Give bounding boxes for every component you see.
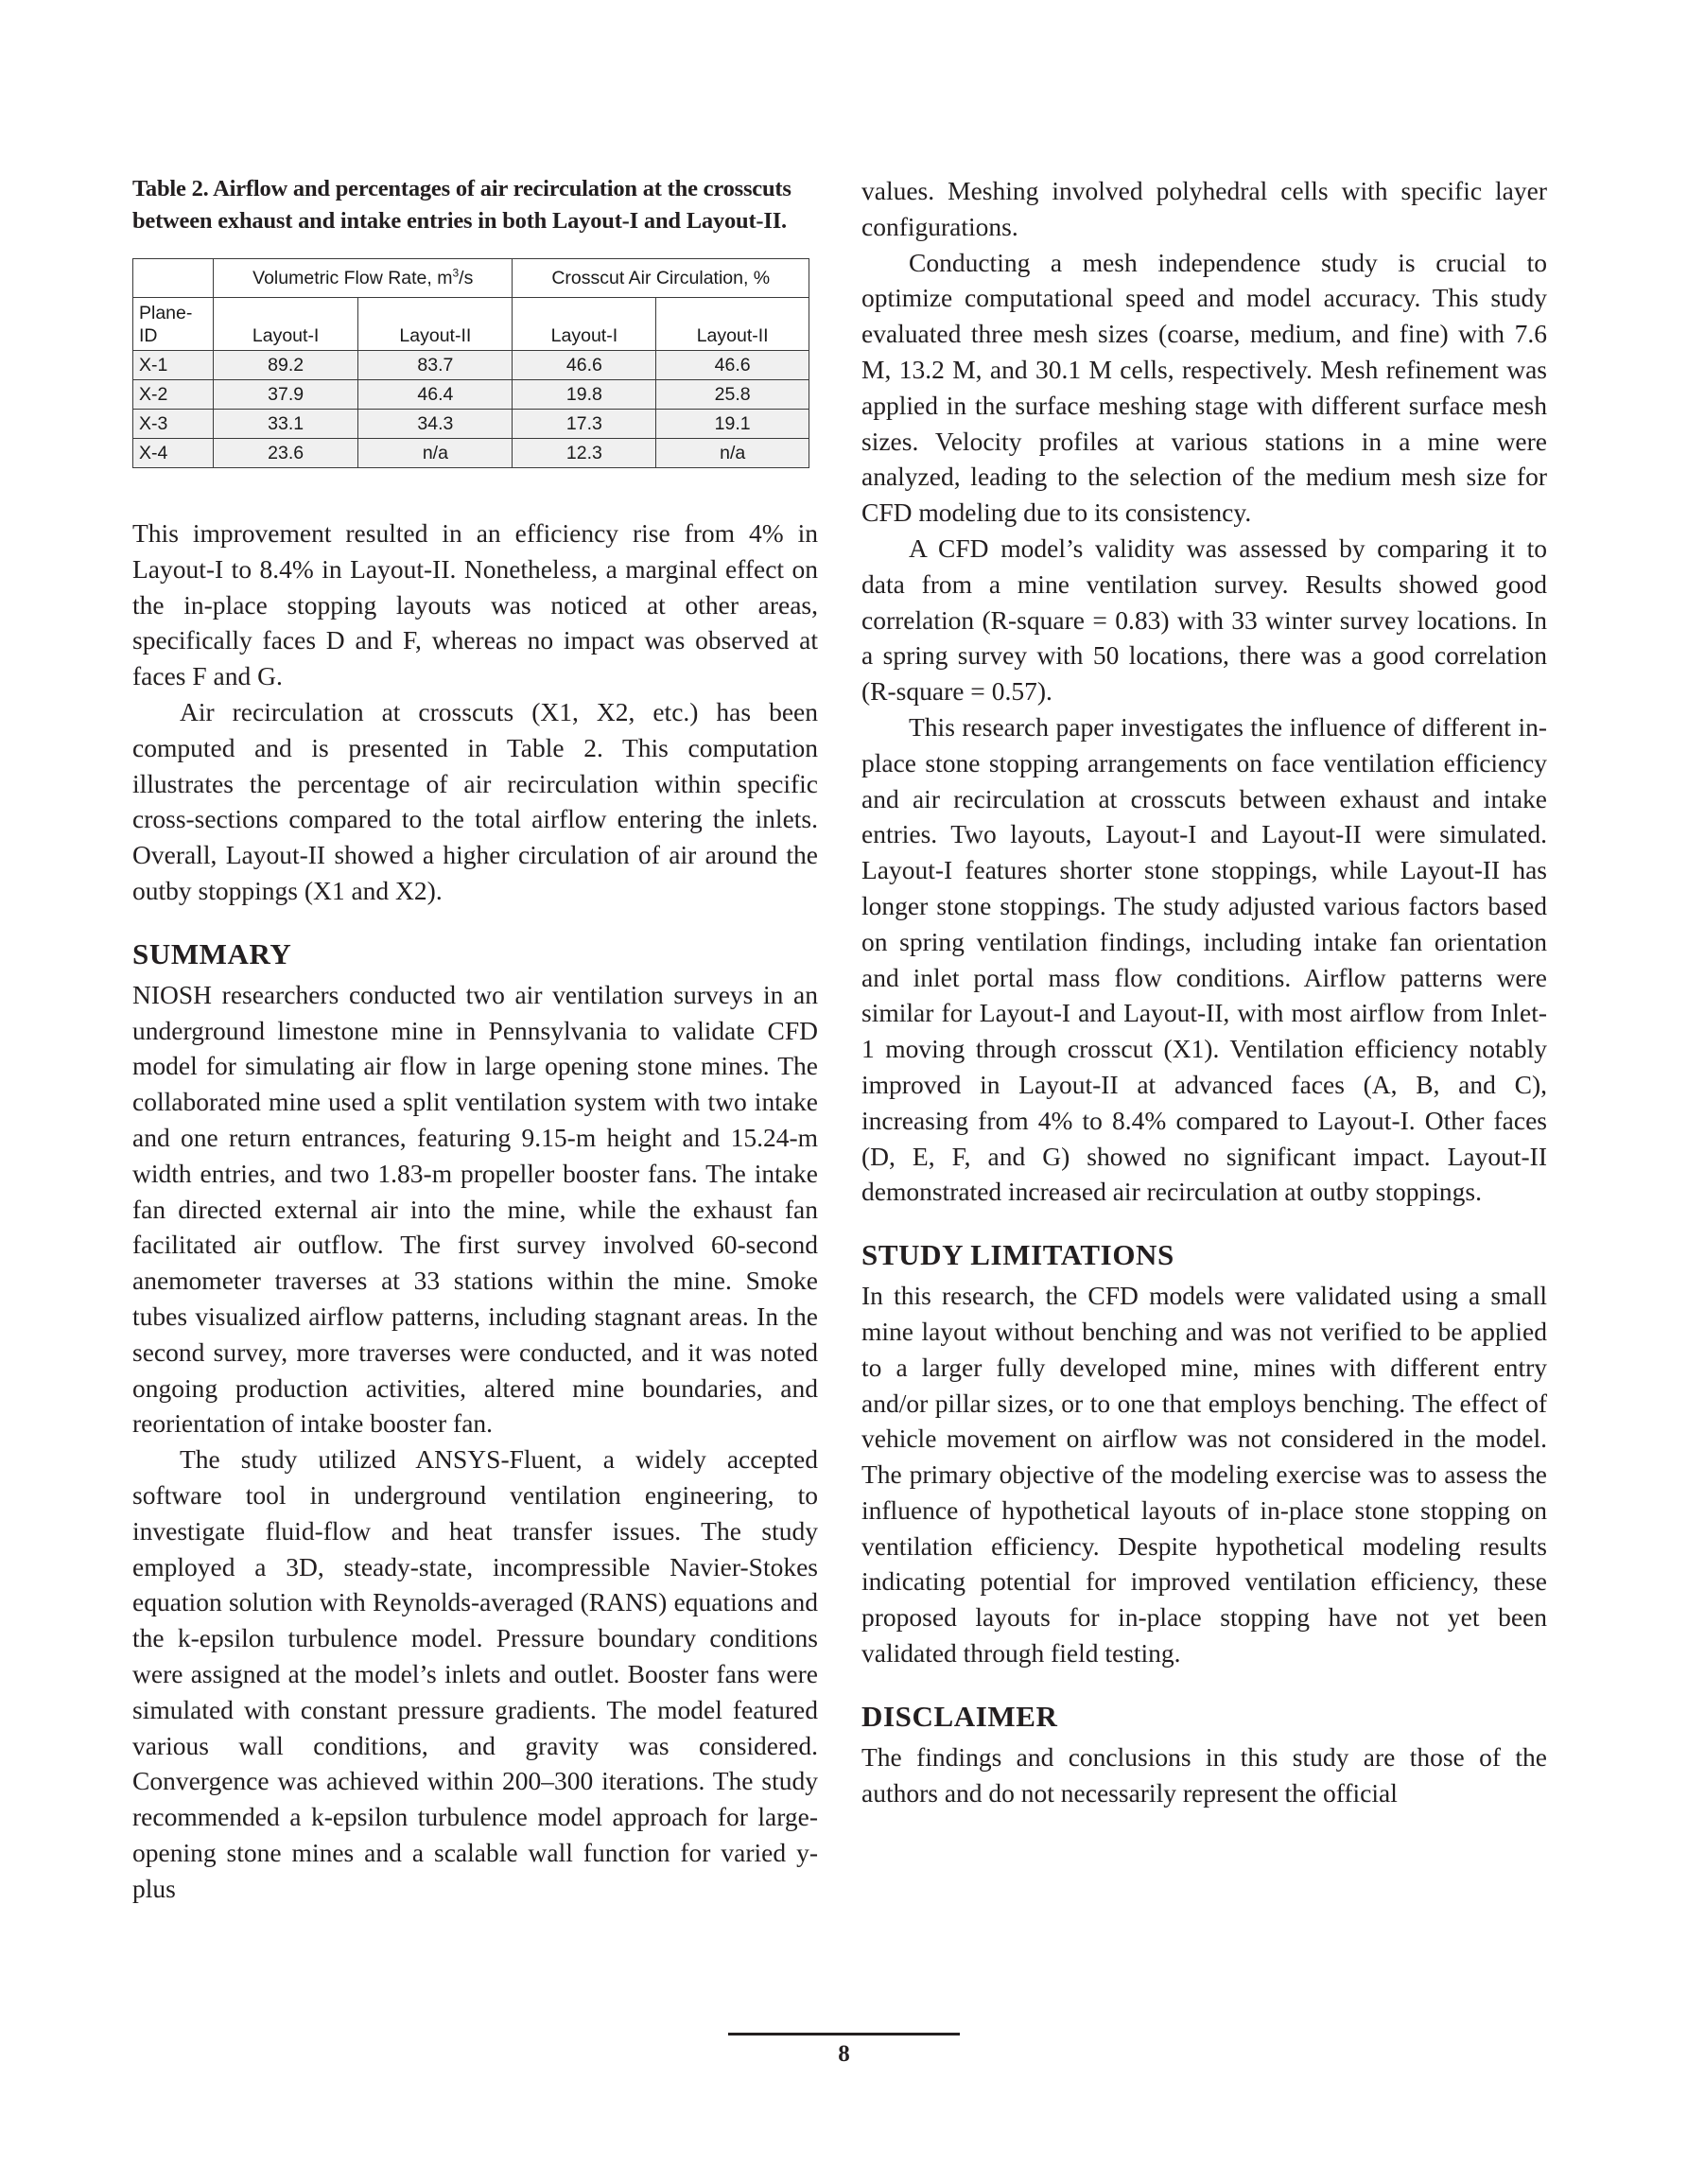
- circ-layout-1-cell: 17.3: [513, 410, 656, 439]
- table-corner-cell: [133, 259, 214, 298]
- paragraph-mesh-study: Conducting a mesh independence study is crucial to optimize computational speed and model accuracy. This study evaluated three mesh sizes (coarse, medium, and fine) with 7.6 M, 13.2 M, and 30.1 M cells, respectively. Mesh refinement was applied in the surface meshing stage with different surface mesh sizes. Velocity profiles at various stations in a mine were analyzed, leading to the selection of the medium mesh size for CFD modeling due to its consistency.: [861, 247, 1547, 528]
- circ-layout-2-cell: 19.1: [656, 410, 809, 439]
- table-row: [133, 439, 809, 468]
- page-number: 8: [838, 2041, 850, 2067]
- table-row: [133, 351, 809, 380]
- airflow-table: [132, 258, 809, 468]
- flow-layout-2-cell: n/a: [358, 439, 513, 468]
- paragraph-efficiency: This improvement resulted in an efficiency rise from 4% in Layout-I to 8.4% in Layout-II. Nonetheless, a marginal effect on the in-place stopping layouts was noticed at other areas, specifically faces D and F, whereas no impact was observed at faces F and G.: [132, 518, 818, 691]
- plane-id-cell: X-4: [133, 439, 214, 468]
- circ-layout-2-cell: 46.6: [656, 351, 809, 380]
- table-header-air-circulation: Crosscut Air Circulation, %: [513, 259, 809, 298]
- circ-layout-1-cell: 46.6: [513, 351, 656, 380]
- circ-layout-2-cell: 25.8: [656, 380, 809, 410]
- table-header-plane-id: Plane-ID: [133, 298, 214, 351]
- flow-layout-1-cell: 23.6: [214, 439, 358, 468]
- paragraph-recirculation: Air recirculation at crosscuts (X1, X2, etc.) has been computed and is presented in Table 2. This computation illustrates the percentage of air recirculation within specific cross-sections compared to the total airflow entering the inlets. Overall, Layout-II showed a higher circulation of air around the outby stoppings (X1 and X2).: [132, 696, 818, 905]
- circ-layout-1-cell: 12.3: [513, 439, 656, 468]
- footer-rule: [728, 2033, 960, 2035]
- flow-layout-2-cell: 83.7: [358, 351, 513, 380]
- table-group-header-row: [133, 259, 809, 298]
- table-header-flow-layout-2: Layout-II: [358, 298, 513, 351]
- paragraph-limitations: In this research, the CFD models were validated using a small mine layout without benching and was not verified to be applied to a larger fully developed mine, mines with different entry and/or pillar sizes, or to one that employs benching. The effect of vehicle movement on airflow was not considered in the model. The primary objective of the modeling exercise was to assess the influence of hypothetical layouts of in-place stone stopping on ventilation efficiency. Despite hypothetical modeling results indicating potential for improved ventilation efficiency, these proposed layouts for in-place stopping have not yet been validated through field testing.: [861, 1281, 1547, 1669]
- heading-summary: SUMMARY: [132, 936, 292, 970]
- plane-id-cell: X-2: [133, 380, 214, 410]
- table-header-circ-layout-1: Layout-I: [513, 298, 656, 351]
- heading-study-limitations: STUDY LIMITATIONS: [861, 1238, 1174, 1272]
- flow-layout-1-cell: 33.1: [214, 410, 358, 439]
- right-column: [861, 173, 1547, 1810]
- circ-layout-2-cell: n/a: [656, 439, 809, 468]
- paragraph-ansys: The study utilized ANSYS-Fluent, a widely accepted software tool in underground ventilation engineering, to investigate fluid-flow and heat transfer issues. The study employed a 3D, steady-state, incompressible Navier-Stokes equation solution with Reynolds-averaged (RANS) equations and the k-epsilon turbulence model. Pressure boundary conditions were assigned at the model’s inlets and outlet. Booster fans were simulated with constant pressure gradients. The model featured various wall conditions, and gravity was considered. Convergence was achieved within 200–300 iterations. The study recommended a k-epsilon turbulence model approach for large-opening stone mines and a scalable wall function for varied y-plus: [132, 1444, 818, 1903]
- plane-id-cell: X-3: [133, 410, 214, 439]
- flow-layout-2-cell: 46.4: [358, 380, 513, 410]
- flow-layout-1-cell: 37.9: [214, 380, 358, 410]
- table-row: [133, 410, 809, 439]
- paragraph-research: This research paper investigates the influence of different in-place stone stopping arrangements on face ventilation efficiency and air recirculation at crosscuts between exhaust and intake entries. Two layouts, Layout-I and Layout-II were simulated. Layout-I features shorter stone stoppings, while Layout-II has longer stone stoppings. The study adjusted various factors based on spring ventilation findings, including intake fan orientation and inlet portal mass flow conditions. Airflow patterns were similar for Layout-I and Layout-II, with most airflow from Inlet-1 moving through crosscut (X1). Ventilation efficiency notably improved in Layout-II at advanced faces (A, B, and C), increasing from 4% to 8.4% compared to Layout-I. Other faces (D, E, F, and G) showed no significant impact. Layout-II demonstrated increased air recirculation at outby stoppings.: [861, 711, 1547, 1207]
- paragraph-meshing: values. Meshing involved polyhedral cells with specific layer configurations.: [861, 176, 1547, 241]
- table-header-flow-layout-1: Layout-I: [214, 298, 358, 351]
- table-caption: Table 2. Airflow and percentages of air recirculation at the crosscuts between exhaust and intake entries in both Layout-I and Layout-II.: [132, 176, 791, 234]
- paragraph-validity: A CFD model’s validity was assessed by comparing it to data from a mine ventilation survey. Results showed good correlation (R-square = 0.83) with 33 winter survey locations. In a spring survey with 50 locations, there was a good correlation (R-square = 0.57).: [861, 533, 1547, 707]
- table-row: [133, 380, 809, 410]
- plane-id-cell: X-1: [133, 351, 214, 380]
- heading-disclaimer: DISCLAIMER: [861, 1699, 1058, 1733]
- flow-layout-2-cell: 34.3: [358, 410, 513, 439]
- paragraph-surveys: NIOSH researchers conducted two air ventilation surveys in an underground limestone mine in Pennsylvania to validate CFD model for simulating air flow in large opening stone mines. The collaborated mine used a split ventilation system with two intake and one return entrances, featuring 9.15-m height and 15.24-m width entries, and two 1.83-m propeller booster fans. The intake fan directed external air into the mine, while the exhaust fan facilitated air outflow. The first survey involved 60-second anemometer traverses at 33 stations within the mine. Smoke tubes visualized airflow patterns, including stagnant areas. In the second survey, more traverses were conducted, and it was noted ongoing production activities, altered mine boundaries, and reorientation of intake booster fan.: [132, 979, 818, 1439]
- circ-layout-1-cell: 19.8: [513, 380, 656, 410]
- flow-layout-1-cell: 89.2: [214, 351, 358, 380]
- paragraph-disclaimer: The findings and conclusions in this study are those of the authors and do not necessarily represent the official: [861, 1741, 1547, 1808]
- table-header-circ-layout-2: Layout-II: [656, 298, 809, 351]
- table-header-flow-rate: Volumetric Flow Rate, $m^3/s$: [214, 259, 513, 298]
- left-column: [132, 173, 818, 1906]
- table-sub-header-row: [133, 298, 809, 351]
